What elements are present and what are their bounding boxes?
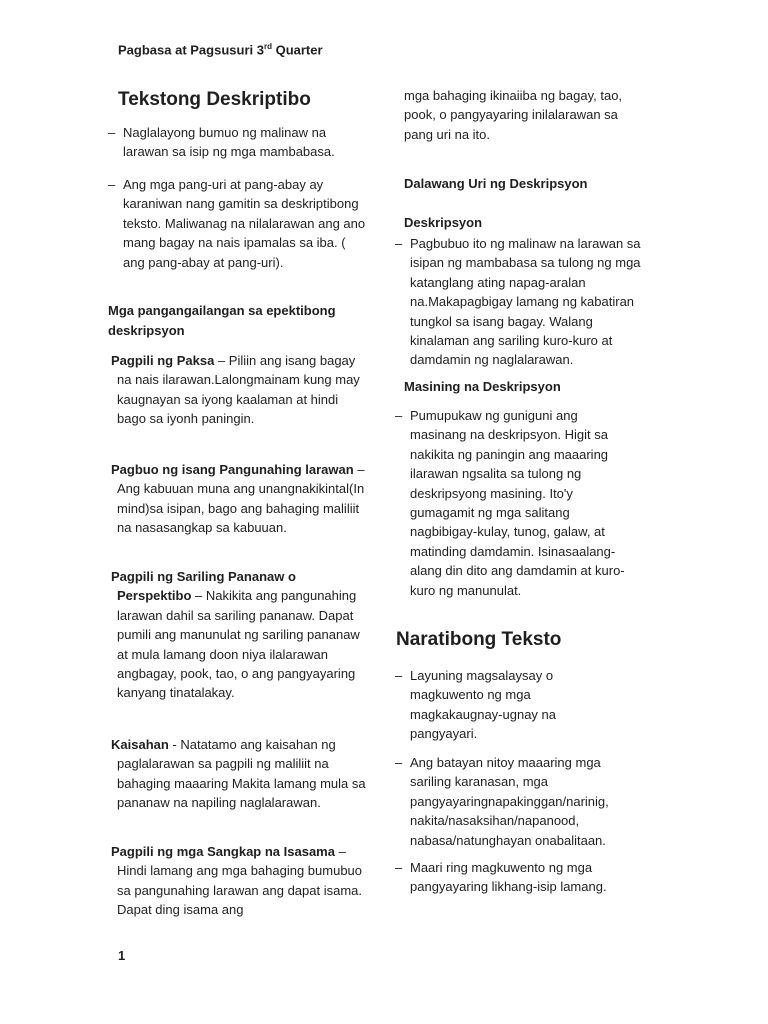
item-text: Nakikita ang pangunahing larawan dahil sa sariling pananaw. Dapat pumili ang manunulat ng sariling pananaw at mula lamang doon niya ilalarawan angbagay, pook, tao, o ang pangyayaring kanyang tinatalakay.	[117, 588, 360, 701]
item-term: Kaisahan	[111, 737, 169, 752]
continuation-paragraph: mga bahaging ikinaiiba ng bagay, tao, pook, o pangyayaring inilalarawan sa pang uri na ito.	[404, 88, 623, 142]
bullet-marker: –	[108, 125, 116, 140]
bullet-marker: –	[395, 668, 403, 683]
deskripsyon-heading: Deskripsyon	[404, 215, 483, 230]
deskriptibo-bullet-2: Ang mga pang-uri at pang-abay ay karaniwan nang gamitin sa deskriptibong teksto. Maliwanag na nilalarawan ang ano mang bagay na nais ipamalas sa iba. ( ang pang-abay at pang-uri).	[123, 177, 366, 270]
header-title: Pagbasa at Pagsusuri 3	[118, 42, 264, 58]
tekstong-deskriptibo-title: Tekstong Deskriptibo	[118, 89, 311, 110]
deskriptibo-bullet-1: Naglalayong bumuo ng malinaw na larawan sa isip ng mga mambabasa.	[123, 125, 335, 160]
item-term: Pagbuo ng isang Pangunahing larawan	[111, 462, 354, 477]
naratibo-bullet-2: Ang batayan nitoy maaaring mga sariling karanasan, mga pangyayaringnapakinggan/narinig, nakita/nasaksihan/napanood, nabasa/natunghayan onabalitaan.	[410, 755, 609, 848]
item-text: Piliin ang isang bagay na nais ilarawan.Lalongmainam kung may kaugnayan sa iyong kaalaman at hindi bago sa iyonh paningin.	[117, 353, 360, 427]
bullet-marker: –	[108, 177, 116, 192]
item-text: – Hindi lamang ang mga bahaging bumubuo sa pangunahing larawan ang dapat isama. Dapat ding isama ang	[117, 844, 363, 918]
kaisahan-item	[111, 735, 369, 813]
bullet-marker: –	[395, 408, 403, 423]
item-separator: –	[214, 353, 229, 368]
page-number: 1	[118, 948, 126, 963]
deskripsyon-bullet: Pagbubuo ito ng malinaw na larawan sa isipan ng mambabasa sa tulong ng mga katanglang ating napag-aralan na.Makapagbigay lamang ng kabatiran tungkol sa isang bagay. Walang kinalaman ang sariling kuro-kuro at damdamin ng naglalarawan.	[410, 236, 641, 368]
naratibo-bullet-1: Layuning magsalaysay o magkuwento ng mga magkakaugnay-ugnay na pangyayari.	[410, 668, 556, 742]
item-term: Pagpili ng Paksa	[111, 353, 215, 368]
dalawang-uri-heading: Dalawang Uri ng Deskripsyon	[404, 176, 588, 191]
item-term: Pagpili ng Sariling Pananaw o Perspektibo	[111, 569, 296, 604]
header-quarter: Quarter	[275, 42, 323, 58]
header-superscript: rd	[263, 42, 272, 51]
item-text: Ang kabuuan muna ang unangnakikintal(In mind)sa isipan, bago ang bahaging maliliit na nasasangkap sa kabuuan.	[117, 481, 365, 536]
pagpili-ng-paksa-item	[111, 351, 362, 429]
item-separator: –	[353, 462, 365, 477]
naratibong-teksto-title: Naratibong Teksto	[396, 629, 562, 650]
bullet-marker: –	[395, 236, 403, 251]
naratibo-bullet-3: Maari ring magkuwento ng mga pangyayaring likhang-isip lamang.	[410, 860, 607, 895]
item-term: Pagpili ng mga Sangkap na Isasama	[111, 844, 335, 859]
bullet-marker: –	[395, 860, 403, 875]
pagbuo-ng-larawan-item	[111, 460, 367, 538]
pagpili-ng-sangkap-item	[111, 842, 375, 920]
document-header	[118, 42, 323, 57]
item-separator: –	[191, 588, 206, 604]
bullet-marker: –	[395, 755, 403, 770]
sariling-pananaw-item	[111, 567, 372, 703]
pangangailangan-section-title: Mga pangangailangan sa epektibong deskripsyon	[108, 303, 336, 338]
item-separator: -	[168, 737, 181, 752]
masining-heading: Masining na Deskripsyon	[404, 379, 561, 394]
item-text: Natatamo ang kaisahan ng paglalarawan sa pagpili ng maliliit na bahaging maaaring Makita lamang mula sa pananaw na napiling naglalarawan.	[117, 737, 366, 811]
masining-bullet: Pumupukaw ng guniguni ang masinang na deskripsyon. Higit sa nakikita ng paningin ang maaaring ilarawan ngsalita sa tulong ng deskripsyong masining. Ito'y gumagamit ng mga salitang nagbibigay-kulay, tunog, galaw, at matinding damdamin. Isinasaalang-alang din dito ang damdamin at kuro-kuro ng manunulat.	[410, 408, 625, 598]
